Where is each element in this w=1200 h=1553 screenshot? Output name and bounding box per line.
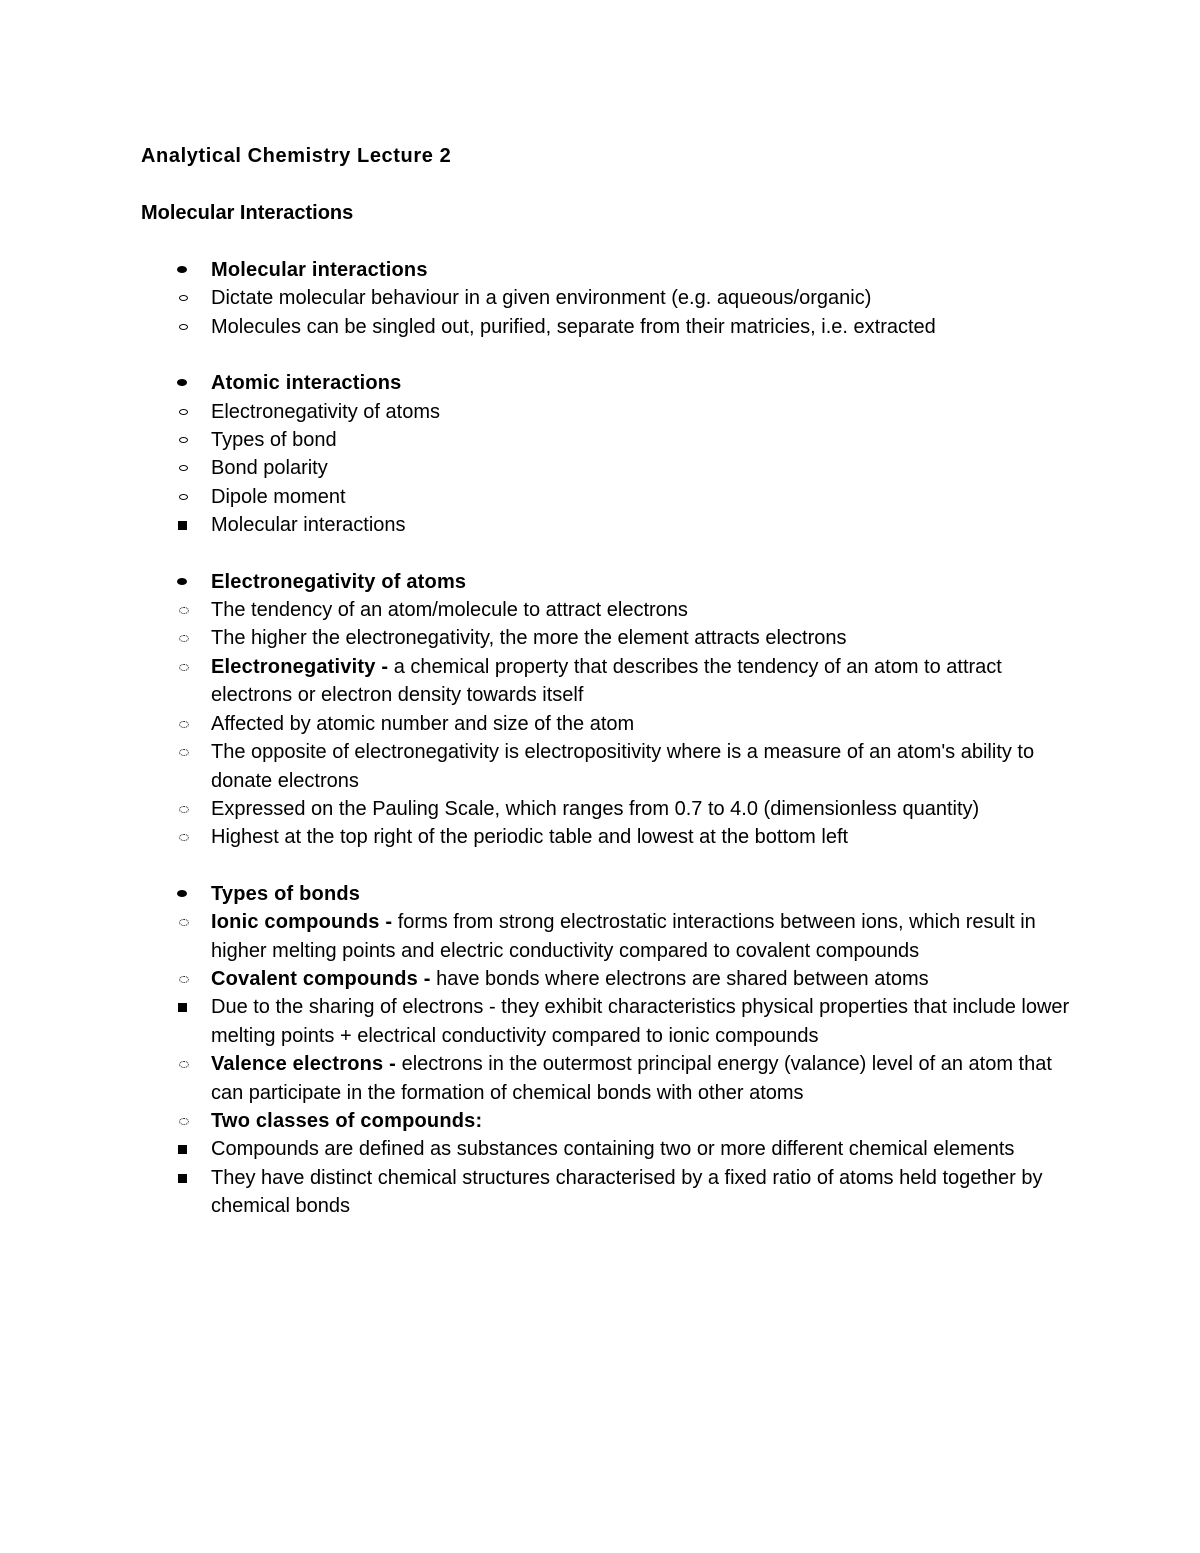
- item-text: They have distinct chemical structures characterised by a fixed ratio of atoms held together by chemical bonds: [211, 1166, 1043, 1218]
- item-text: Due to the sharing of electrons - they exhibit characteristics physical properties that include lower melting points + electrical conductivity compared to ionic compounds: [211, 996, 1070, 1047]
- document-title: Analytical Chemistry Lecture 2: [141, 145, 452, 167]
- list-item: [140, 653, 1081, 710]
- bullet-circle-icon: [179, 494, 188, 500]
- item-term: Valence electrons -: [211, 1053, 397, 1076]
- notes-content: [141, 256, 1081, 1249]
- bullet-disc-icon: [177, 890, 187, 897]
- list-item: [141, 511, 1081, 539]
- topic-label: Types of bonds: [211, 882, 361, 905]
- item-text: The tendency of an atom/molecule to attract electrons: [211, 599, 688, 622]
- item-text: electrons in the outermost principal energy (valance) level of an atom that can participate in the formation of chemical bonds with other atoms: [211, 1053, 1052, 1104]
- bullet-dotted-circle-icon: [179, 607, 189, 614]
- topic-label: Electronegativity of atoms: [211, 570, 467, 593]
- bullet-square-icon: [178, 1174, 187, 1183]
- list-item: [140, 1107, 1081, 1221]
- bullet-dotted-circle-icon: [179, 976, 189, 983]
- list-item: [141, 369, 1081, 539]
- bullet-dotted-circle-icon: [179, 806, 189, 813]
- bullet-dotted-circle-icon: [179, 721, 189, 728]
- list-item: [141, 993, 1081, 1050]
- bullet-dotted-circle-icon: [179, 749, 189, 756]
- bullet-circle-icon: [179, 324, 188, 330]
- bullet-circle-icon: [179, 465, 188, 471]
- item-text: have bonds where electrons are shared between atoms: [430, 967, 929, 990]
- list-item: [140, 284, 1081, 312]
- list-item: [140, 483, 1081, 540]
- item-text: Compounds are defined as substances containing two or more different chemical elements: [211, 1138, 1015, 1161]
- bullet-dotted-circle-icon: [179, 664, 189, 671]
- bullet-disc-icon: [177, 578, 187, 585]
- list-item: [140, 624, 1081, 652]
- item-text: forms from strong electrostatic interactions between ions, which result in higher melting points and electric conductivity compared to covalent compounds: [211, 911, 1036, 962]
- item-text: Electronegativity of atoms: [211, 400, 440, 423]
- list-item: [141, 1164, 1081, 1221]
- bullet-dotted-circle-icon: [179, 1118, 189, 1125]
- sub-sub-list: [141, 993, 1081, 1050]
- item-term: Covalent compounds -: [211, 967, 431, 990]
- bullet-dotted-circle-icon: [179, 635, 189, 642]
- list-item: [140, 823, 1081, 851]
- item-text: Molecules can be singled out, purified, separate from their matricies, i.e. extracted: [211, 315, 936, 338]
- item-text: The opposite of electronegativity is electropositivity where is a measure of an atom's ability to donate electrons: [211, 741, 1035, 792]
- list-item: [140, 398, 1081, 426]
- item-term: Electronegativity -: [211, 655, 389, 678]
- section-heading: Molecular Interactions: [141, 202, 354, 224]
- bullet-disc-icon: [177, 379, 187, 386]
- list-item: [140, 313, 1081, 341]
- bullet-dotted-circle-icon: [179, 919, 189, 926]
- list-item: [141, 568, 1081, 852]
- sub-list: [140, 908, 1081, 1220]
- item-text: a chemical property that describes the tendency of an atom to attract electrons or electron density towards itself: [211, 655, 1002, 707]
- topic-label: Molecular interactions: [211, 259, 428, 281]
- item-text: Dipole moment: [211, 485, 346, 508]
- item-text: The higher the electronegativity, the more the element attracts electrons: [211, 627, 847, 650]
- item-term: Two classes of compounds:: [211, 1109, 483, 1132]
- sub-sub-list: [141, 511, 1081, 539]
- topic-label: Atomic interactions: [211, 372, 402, 395]
- item-text: Molecular interactions: [211, 514, 406, 537]
- list-item: [140, 426, 1081, 454]
- item-text: Bond polarity: [211, 457, 328, 480]
- list-item: [140, 710, 1081, 738]
- item-text: Expressed on the Pauling Scale, which ranges from 0.7 to 4.0 (dimensionless quantity): [211, 797, 980, 820]
- item-text: Affected by atomic number and size of the atom: [211, 712, 635, 735]
- list-item: [140, 965, 1081, 1050]
- bullet-circle-icon: [179, 295, 188, 301]
- list-item: [140, 596, 1081, 624]
- list-item: [140, 1050, 1081, 1107]
- list-item: [140, 795, 1081, 823]
- list-item: [141, 256, 1081, 341]
- bullet-square-icon: [178, 1145, 187, 1154]
- item-term: Ionic compounds -: [211, 911, 393, 934]
- list-item: [140, 738, 1081, 795]
- item-text: Highest at the top right of the periodic table and lowest at the bottom left: [211, 826, 849, 849]
- notes-list: [141, 256, 1081, 1221]
- bullet-square-icon: [178, 1003, 187, 1012]
- sub-list: [140, 398, 1081, 540]
- bullet-circle-icon: [179, 409, 188, 415]
- bullet-circle-icon: [179, 437, 188, 443]
- list-item: [140, 908, 1081, 965]
- bullet-dotted-circle-icon: [179, 834, 189, 841]
- bullet-disc-icon: [177, 266, 187, 273]
- item-text: Types of bond: [211, 429, 337, 452]
- sub-sub-list: [141, 1135, 1081, 1220]
- bullet-square-icon: [178, 521, 187, 530]
- sub-list: [140, 284, 1081, 341]
- item-text: Dictate molecular behaviour in a given environment (e.g. aqueous/organic): [211, 287, 872, 310]
- list-item: [140, 454, 1081, 482]
- list-item: [141, 880, 1081, 1221]
- bullet-dotted-circle-icon: [179, 1061, 189, 1068]
- sub-list: [140, 596, 1081, 852]
- list-item: [141, 1135, 1081, 1163]
